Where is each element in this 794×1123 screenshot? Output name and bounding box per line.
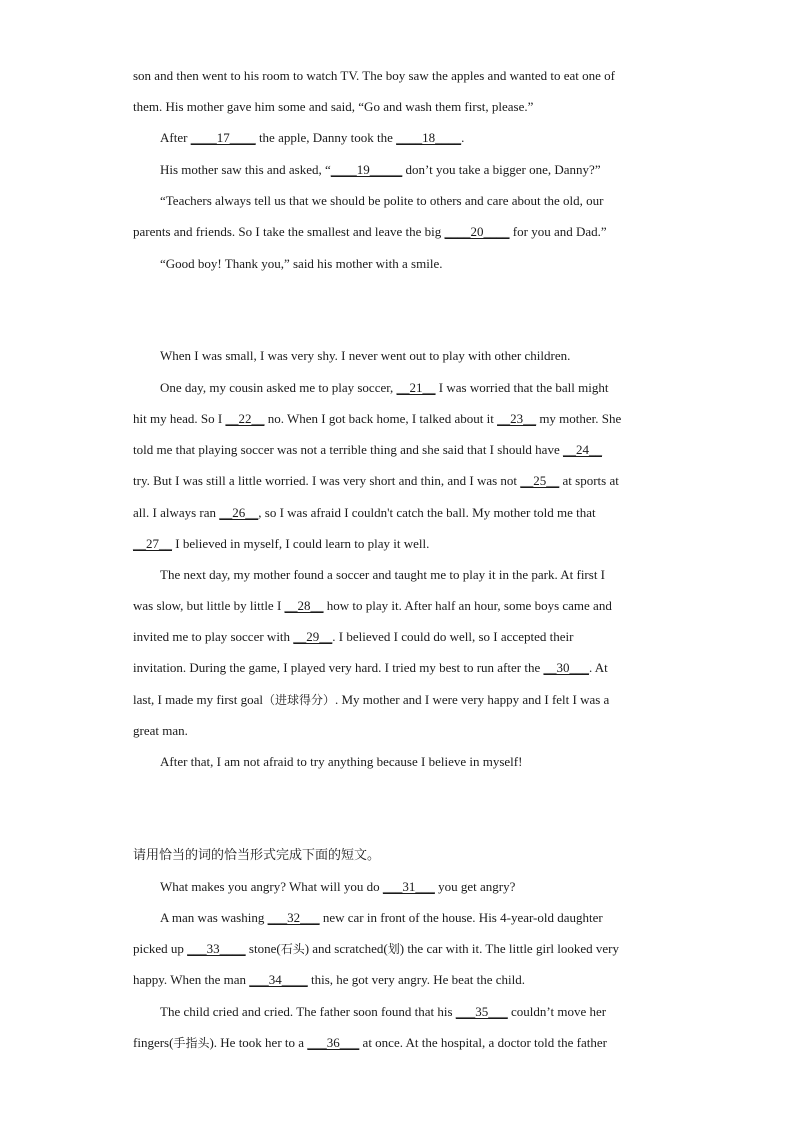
passage2-line-12: last, I made my first goal（进球得分）. My mother and I were very happy and I felt I was a: [133, 692, 610, 707]
passage2-line-4: told me that playing soccer was not a terrible thing and she said that I should have __24__: [133, 442, 602, 457]
blank-36[interactable]: ___36___: [307, 1035, 360, 1050]
passage2-line-8: The next day, my mother found a soccer and taught me to play it in the park. At first I: [160, 567, 606, 582]
blank-21[interactable]: __21__: [396, 380, 436, 395]
blank-23[interactable]: __23__: [497, 411, 537, 426]
blank-18[interactable]: ____18____: [396, 130, 462, 145]
passage1-line-1: son and then went to his room to watch TV. The boy saw the apples and wanted to eat one of: [133, 68, 615, 83]
blank-32[interactable]: ___32___: [267, 910, 320, 925]
passage2-line-2: One day, my cousin asked me to play soccer, __21__ I was worried that the ball might: [160, 380, 609, 395]
passage2-line-9: was slow, but little by little I __28__ how to play it. After half an hour, some boys came and: [133, 598, 612, 613]
passage3-instruction: 请用恰当的词的恰当形式完成下面的短文。: [133, 848, 381, 863]
blank-34[interactable]: ___34____: [249, 972, 308, 987]
blank-22[interactable]: __22__: [225, 411, 265, 426]
passage1-line-5: “Teachers always tell us that we should be polite to others and care about the old, our: [160, 193, 604, 208]
passage2-line-11: invitation. During the game, I played very hard. I tried my best to run after the __30___. At: [133, 660, 608, 675]
passage2-line-7: __27__ I believed in myself, I could learn to play it well.: [133, 536, 430, 551]
passage2-line-1: When I was small, I was very shy. I never went out to play with other children.: [160, 348, 571, 363]
blank-28[interactable]: __28__: [284, 598, 324, 613]
blank-27[interactable]: __27__: [133, 536, 172, 551]
blank-24[interactable]: __24__: [562, 442, 602, 457]
blank-35[interactable]: ___35___: [455, 1004, 508, 1019]
blank-20[interactable]: ____20____: [444, 224, 510, 239]
passage1-line-4: His mother saw this and asked, “____19_____ don’t you take a bigger one, Danny?”: [160, 162, 601, 177]
blank-30[interactable]: __30___: [543, 660, 589, 675]
passage3-line-3: picked up ___33____ stone(石头) and scratched(划) the car with it. The little girl looked very: [133, 941, 619, 956]
passage3-line-4: happy. When the man ___34____ this, he got very angry. He beat the child.: [133, 972, 525, 987]
passage3-line-6: fingers(手指头). He took her to a ___36___ at once. At the hospital, a doctor told the father: [133, 1035, 607, 1050]
passage1-line-2: them. His mother gave him some and said, “Go and wash them first, please.”: [133, 99, 534, 114]
blank-19[interactable]: ____19_____: [330, 162, 403, 177]
passage2-line-10: invited me to play soccer with __29__. I believed I could do well, so I accepted their: [133, 629, 574, 644]
passage2-line-6: all. I always ran __26__, so I was afraid I couldn't catch the ball. My mother told me that: [133, 505, 596, 520]
passage2-line-5: try. But I was still a little worried. I was very short and thin, and I was not __25__ at sports at: [133, 473, 619, 488]
passage1-line-3: After ____17____ the apple, Danny took the ____18____.: [160, 130, 465, 145]
passage2-line-13: great man.: [133, 723, 188, 738]
passage1-line-7: “Good boy! Thank you,” said his mother with a smile.: [160, 256, 443, 271]
passage2-line-3: hit my head. So I __22__ no. When I got back home, I talked about it __23__ my mother. She: [133, 411, 622, 426]
passage3-line-5: The child cried and cried. The father soon found that his ___35___ couldn’t move her: [160, 1004, 607, 1019]
passage2-line-14: After that, I am not afraid to try anything because I believe in myself!: [160, 754, 523, 769]
passage1-line-6: parents and friends. So I take the smallest and leave the big ____20____ for you and Dad.”: [133, 224, 607, 239]
blank-17[interactable]: ____17____: [190, 130, 256, 145]
passage3-line-2: A man was washing ___32___ new car in front of the house. His 4-year-old daughter: [160, 910, 603, 925]
blank-26[interactable]: __26__: [219, 505, 259, 520]
blank-31[interactable]: ___31___: [382, 879, 435, 894]
blank-33[interactable]: ___33____: [187, 941, 246, 956]
blank-29[interactable]: __29__: [293, 629, 333, 644]
passage3-line-1: What makes you angry? What will you do ___31___ you get angry?: [160, 879, 516, 894]
blank-25[interactable]: __25__: [520, 473, 560, 488]
